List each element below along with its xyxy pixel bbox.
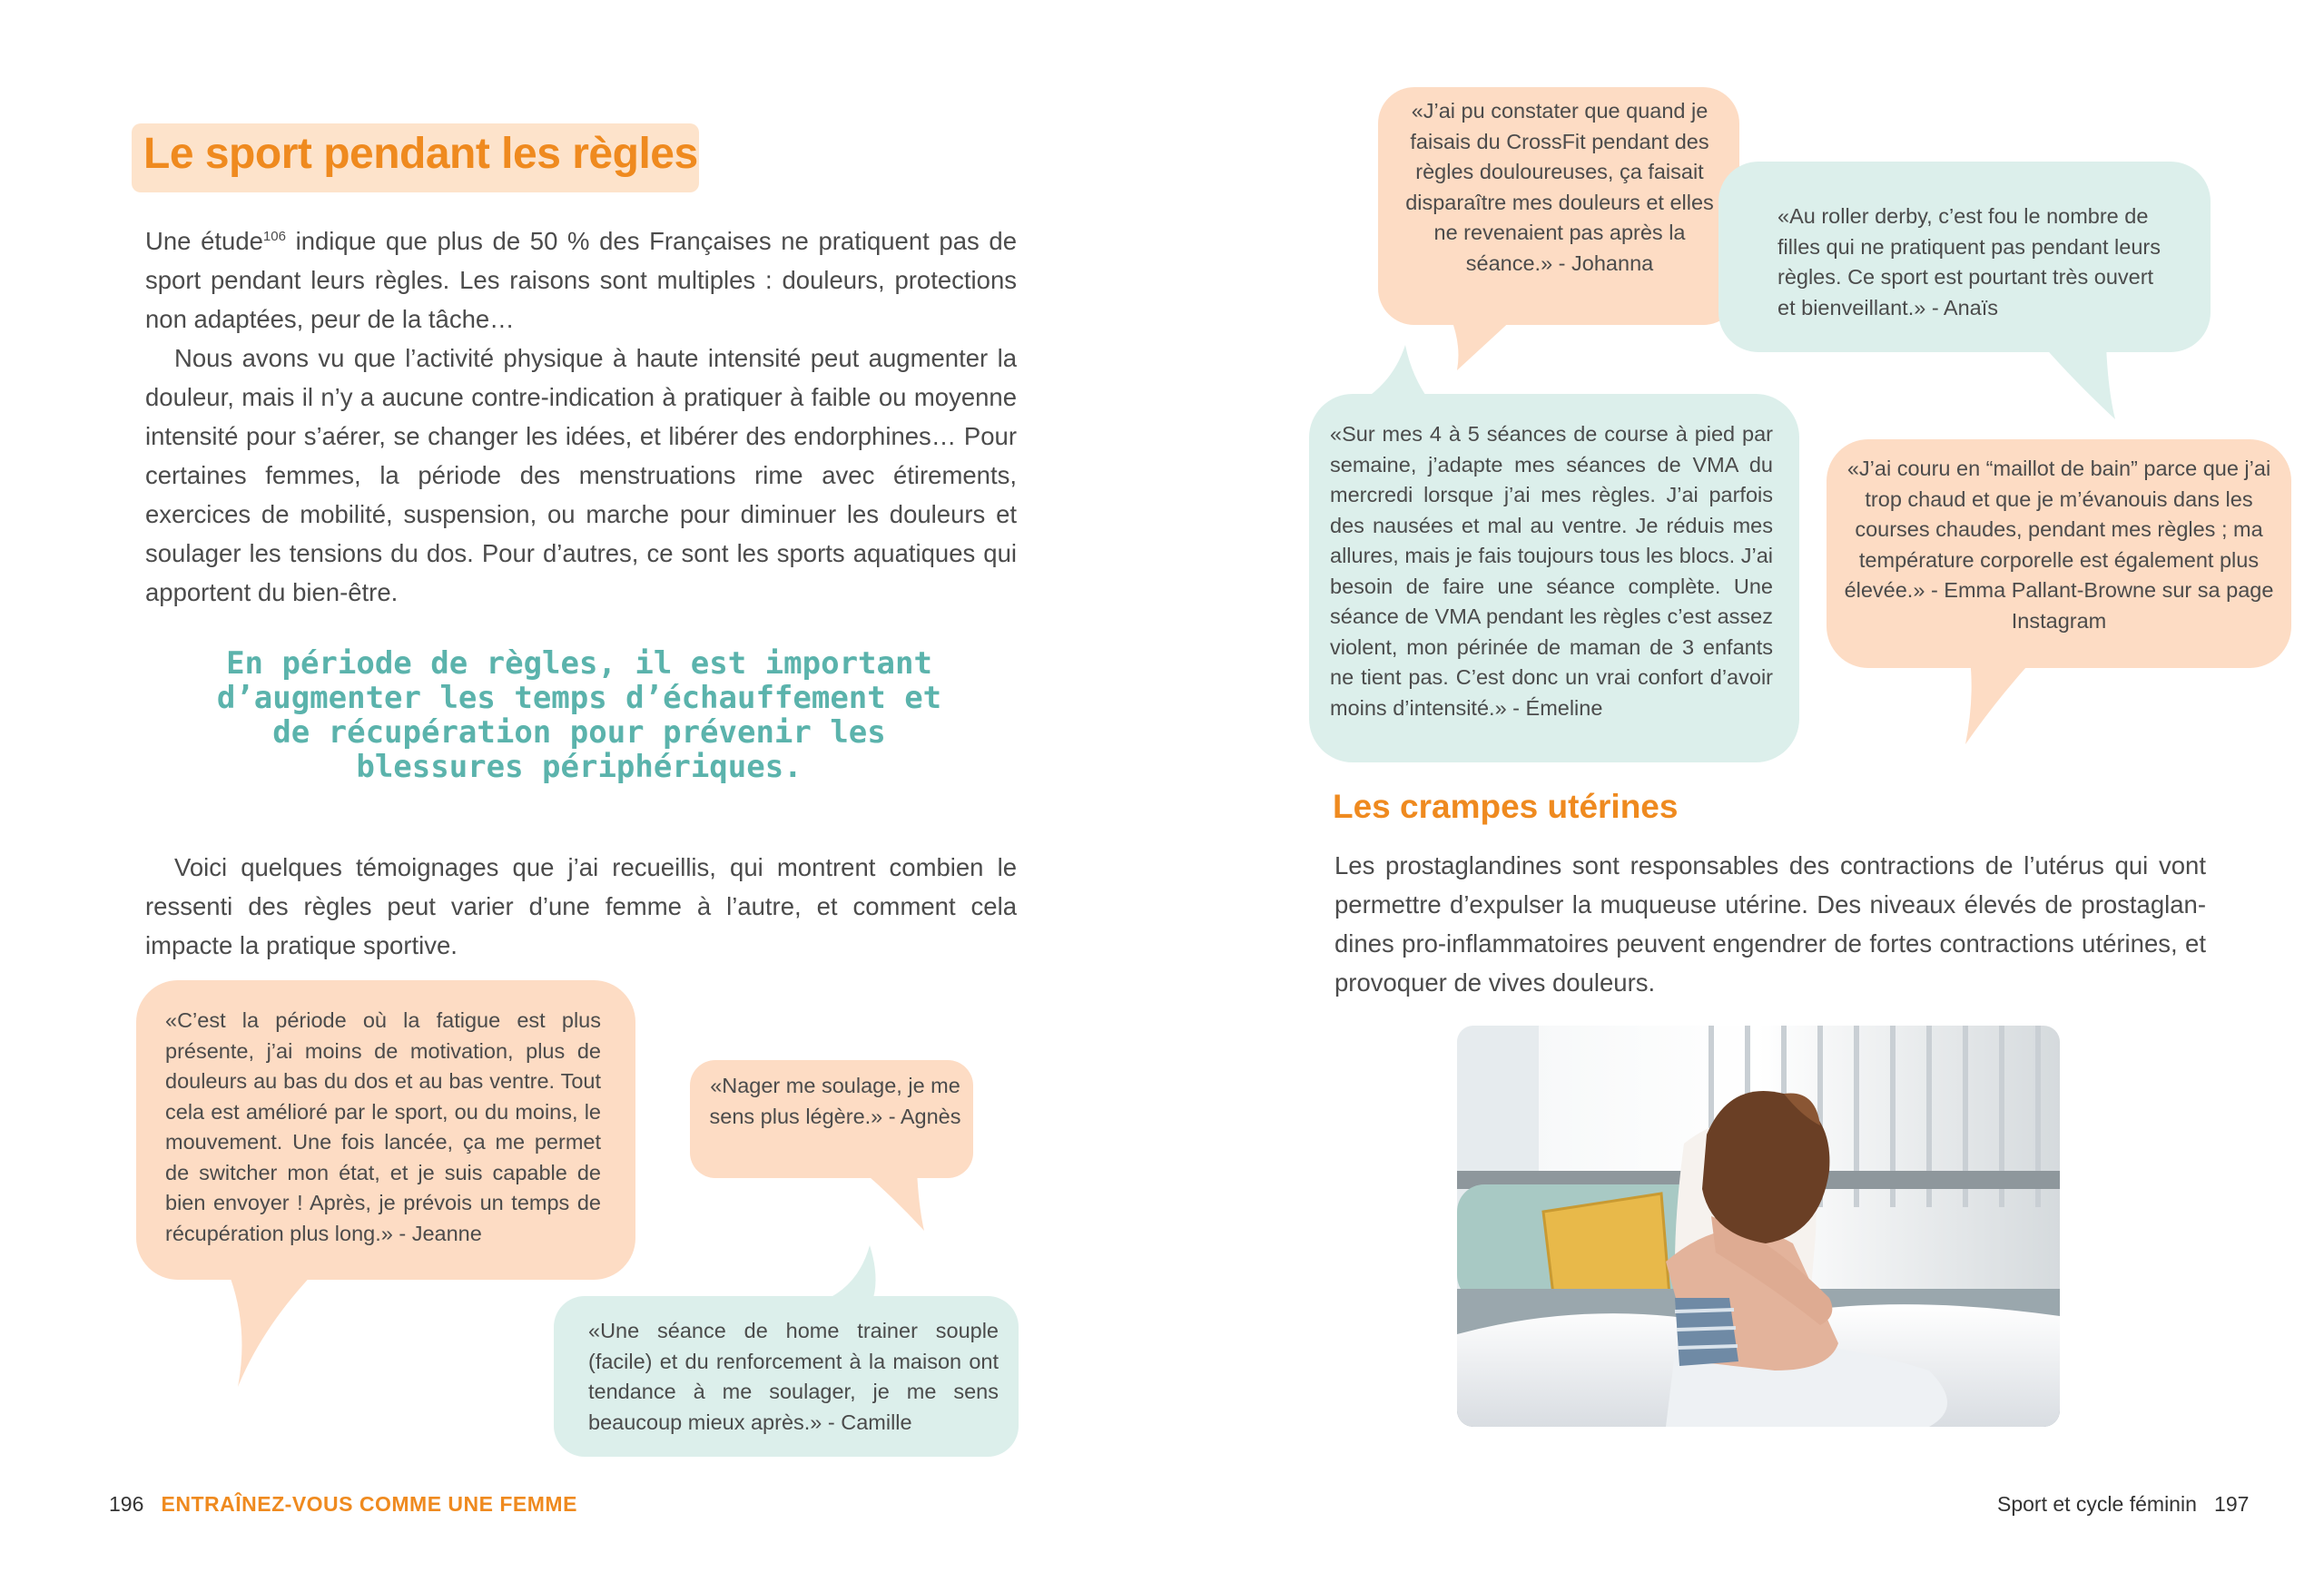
testimony-johanna: «J’ai pu constater que quand je faisais du CrossFit pendant des règles douloureuses, ça faisait disparaître mes douleurs et elles ne revenaient pas après la séance.» - Johanna	[1405, 99, 1714, 275]
testimony-emeline: «Sur mes 4 à 5 séances de course à pied par semaine, j’adapte mes séances de VMA du mercredi lorsque j’ai mes règles. J’ai parfois des nausées et mal au ventre. Je réduis mes allures, mais je fais toujours tous les blocs. J’ai besoin de faire une séance complète. Une séance de VMA pendant les règles c’est assez violent, mon périnée de maman de 3 enfants ne tient pas. C’est donc un vrai confort d’avoir moins d’intensité.» - Émeline	[1330, 422, 1773, 720]
testimony-agnes: «Nager me soulage, je me sens plus légère.» - Agnès	[709, 1074, 961, 1128]
running-head-left: ENTRAÎNEZ-VOUS COMME UNE FEMME	[161, 1492, 577, 1516]
testimony-jeanne: «C’est la période où la fatigue est plus présente, j’ai moins de motivation, plus de douleurs au bas du dos et au bas ventre. Tout cela est amélioré par le sport, ou du moins, le mouvement. Une fois lancée, ça me permet de switcher mon état, et je suis capable de bien envoyer ! Après, je prévois un temps de récupération plus long.» - Jeanne	[165, 1008, 601, 1245]
footer-right	[1997, 1492, 2250, 1517]
footnote-ref: 106	[262, 228, 286, 244]
intro-paragraph-2: Nous avons vu que l’activité physique à haute intensité peut augmenter la douleur, mais il n’y a aucune contre-indication à pratiquer à faible ou moyenne intensité pour s’aérer, se changer les idées, et libérer des endorphines… Pour certaines femmes, la période des menstruations rime avec étirements, exercices de mobilité, suspension, ou marche pour diminuer les douleurs et soulager les tensions du dos. Pour d’autres, ce sont les sports aquatiques qui apportent du bien-être.	[145, 344, 1017, 606]
testimony-anais: «Au roller derby, c’est fou le nombre de filles qui ne pratiquent pas pendant leurs règles. Ce sport est pourtant très ouvert et bienveillant.» - Anaïs	[1777, 204, 2161, 319]
pull-quote: En période de règles, il est important d’augmenter les temps d’échauffement et de récupération pour prévenir les blessures périphériques.	[216, 645, 942, 785]
testimonials-intro: Voici quelques témoignages que j’ai recueillis, qui montrent combien le ressenti des règles peut varier d’une femme à l’autre, et comment cela impacte la pratique sportive.	[145, 853, 1017, 959]
running-head-right: Sport et cycle féminin	[1997, 1492, 2197, 1516]
photo-woman-in-pain	[1457, 1026, 2060, 1427]
intro-paragraph-1: Une étude$^{106}$ indique que plus de 50 % des Françaises ne pratiquent pas de sport pendant leurs règles. Les raisons sont multiples : douleurs, protections non adaptées, peur de la tâche…	[145, 227, 1018, 333]
section-title: Les crampes utérines	[1333, 788, 1679, 825]
testimony-camille: «Une séance de home trainer souple (facile) et du renforcement à la maison ont tendance à me soulager, je me sens beaucoup mieux après.» - Camille	[588, 1319, 999, 1434]
section-body: Les prostaglandines sont responsables des contractions de l’utérus qui vont permettre d’expulser la muqueuse utérine. Des niveaux élevés de prostaglan-dines pro-inflammatoires peuvent engendrer de fortes contractions utérines, et provoquer de vives douleurs.	[1334, 851, 2206, 997]
photo-illustration	[1457, 1026, 2060, 1427]
page-title: Le sport pendant les règles	[143, 130, 698, 178]
page-number-left: 196	[109, 1492, 144, 1516]
testimony-emma: «J’ai couru en “maillot de bain” parce que j’ai trop chaud et que je m’évanouis dans les courses chaudes, pendant mes règles ; ma température corporelle est également plus élevée.» - Emma Pallant-Browne sur sa page Instagram	[1844, 457, 2274, 633]
page-number-right: 197	[2214, 1492, 2250, 1516]
